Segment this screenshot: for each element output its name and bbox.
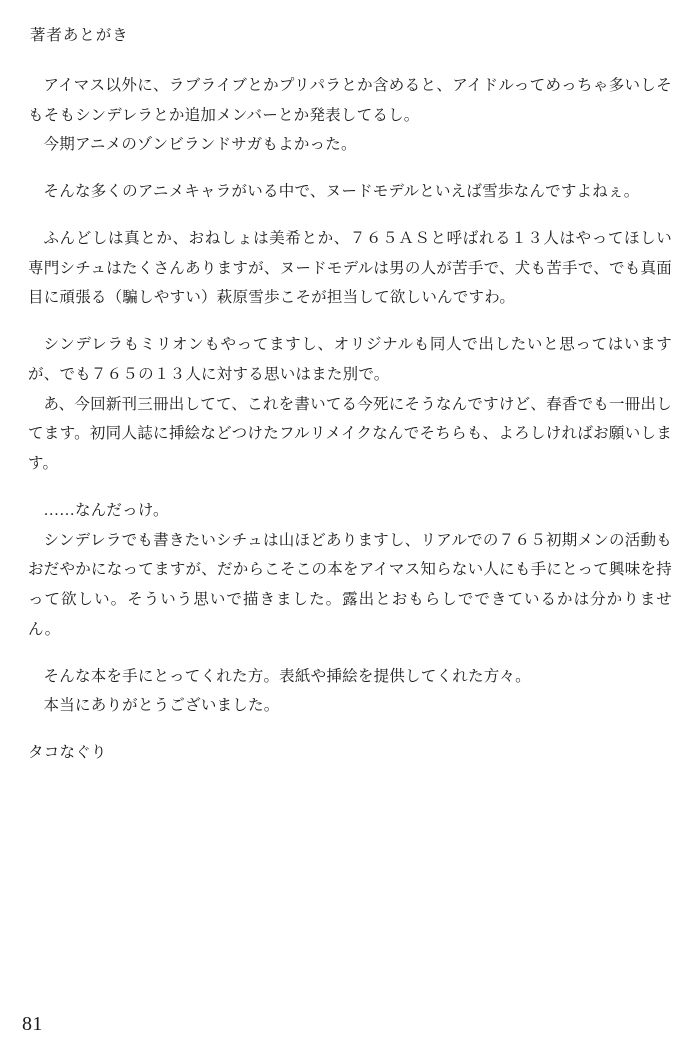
afterword-body bbox=[28, 71, 672, 768]
paragraph: アイマス以外に、ラブライブとかプリパラとか含めると、アイドルってめっちゃ多いしそもそもシンデレラとか追加メンバーとか発表してるし。 bbox=[28, 76, 672, 124]
page-number: 81 bbox=[22, 1013, 43, 1035]
page-title: 著者あとがき bbox=[30, 27, 129, 44]
paragraph: 本当にありがとうございました。 bbox=[43, 697, 280, 715]
paragraph: あ、今回新刊三冊出してて、これを書いてる今死にそうなんですけど、春香でも一冊出してます。初同人誌に挿絵などつけたフルリメイクなんでそちらも、よろしければお願いします。 bbox=[28, 395, 672, 473]
paragraph: シンデレラでも書きたいシチュは山ほどありますし、リアルでの７６５初期メンの活動もおだやかになってますが、だからこそこの本をアイマス知らない人にも手にとって興味を持って欲しい。そういう思いで描きました。露出とおもらしでできているかは分かりません。 bbox=[28, 531, 672, 638]
paragraph: ……なんだっけ。 bbox=[43, 501, 169, 519]
author-signature: タコなぐり bbox=[28, 744, 107, 762]
paragraph: ふんどしは真とか、おねしょは美希とか、７６５ＡＳと呼ばれる１３人はやってほしい専門シチュはたくさんありますが、ヌードモデルは男の人が苦手で、犬も苦手で、でも真面目に頑張る（騙しやすい）萩原雪歩こそが担当して欲しいんですわ。 bbox=[28, 229, 672, 307]
paragraph: そんな多くのアニメキャラがいる中で、ヌードモデルといえば雪歩なんですよねぇ。 bbox=[43, 183, 640, 201]
paragraph: シンデレラもミリオンもやってますし、オリジナルも同人で出したいと思ってはいますが、でも７６５の１３人に対する思いはまた別で。 bbox=[28, 336, 672, 383]
paragraph: 今期アニメのゾンビランドサガもよかった。 bbox=[43, 136, 357, 154]
paragraph: そんな本を手にとってくれた方。表紙や挿絵を提供してくれた方々。 bbox=[43, 667, 531, 685]
